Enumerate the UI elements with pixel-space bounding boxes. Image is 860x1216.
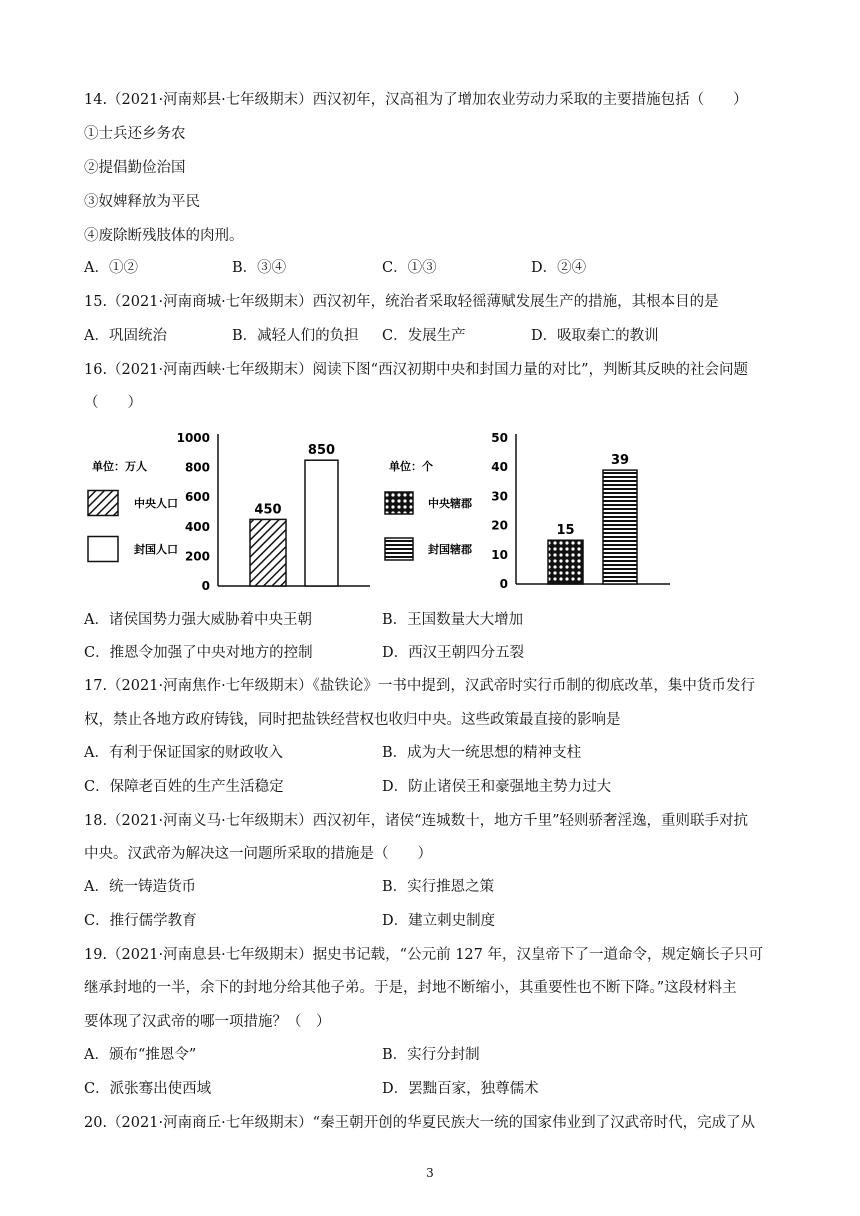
question-17-option-b: B．成为大一统思想的精神支柱 [382, 745, 582, 761]
y-tick-label: 0 [499, 577, 508, 591]
y-tick-label: 40 [491, 460, 508, 475]
population-chart [88, 431, 370, 593]
legend-swatch [385, 538, 413, 560]
question-17-option-c: C．保障老百姓的生产生活稳定 [84, 779, 284, 795]
unit-label: 单位：个 [389, 460, 433, 473]
legend-label: 封国辖郡 [428, 543, 472, 556]
y-tick-label: 600 [184, 490, 210, 505]
question-18-stem-line-1: 18.（2021·河南义马·七年级期末）西汉初年，诸侯“连城数十，地方千里”轻则骄奢淫逸，重则联手对抗 [84, 813, 749, 829]
question-14-option-c: C．①③ [382, 260, 437, 276]
data-label: 15 [556, 523, 575, 539]
question-19-option-b: B．实行分封制 [382, 1047, 480, 1063]
question-19-option-a: A．颁布“推恩令” [84, 1047, 197, 1063]
question-20-stem-line-1: 20.（2021·河南商丘·七年级期末）“秦王朝开创的华夏民族大一统的国家伟业到了汉武帝时代，完成了从 [84, 1115, 756, 1131]
question-14-stem: 14.（2021·河南郏县·七年级期末）西汉初年，汉高祖为了增加农业劳动力采取的主要措施包括（ ） [84, 92, 748, 108]
legend-label: 中央辖郡 [428, 497, 472, 510]
question-15-stem: 15.（2021·河南商城·七年级期末）西汉初年，统治者采取轻徭薄赋发展生产的措施，其根本目的是 [84, 294, 719, 310]
question-14-option-a: A．①② [84, 260, 138, 276]
question-15-option-a: A．巩固统治 [84, 328, 167, 344]
question-15-option-c: C．发展生产 [382, 328, 466, 344]
question-15-option-d: D．吸取秦亡的教训 [531, 328, 659, 344]
question-17-option-d: D．防止诸侯王和豪强地主势力过大 [382, 779, 612, 795]
y-tick-label: 0 [201, 579, 210, 593]
question-14-item-4: ④废除断残肢体的肉刑。 [84, 228, 244, 244]
data-label: 39 [610, 453, 630, 469]
question-16-option-a: A．诸侯国势力强大威胁着中央王朝 [84, 612, 312, 628]
question-14-item-3: ③奴婢释放为平民 [84, 194, 200, 210]
data-label: 850 [307, 443, 336, 459]
y-tick-label: 800 [184, 460, 210, 475]
y-tick-label: 1000 [176, 431, 210, 445]
y-tick-label: 50 [491, 431, 508, 445]
question-19-option-d: D．罢黜百家，独尊儒术 [382, 1081, 539, 1097]
y-tick-label: 10 [491, 547, 508, 562]
y-tick-label: 200 [184, 549, 210, 564]
bar [250, 519, 286, 586]
legend-swatch [88, 537, 118, 562]
unit-label: 单位：万人 [92, 460, 147, 473]
question-18-option-d: D．建立刺史制度 [382, 913, 496, 929]
question-14-option-d: D．②④ [531, 260, 587, 276]
y-tick-label: 400 [184, 519, 210, 534]
legend-swatch [385, 492, 413, 514]
question-19-stem-line-3: 要体现了汉武帝的哪一项措施？（ ） [84, 1014, 331, 1030]
question-18-option-a: A．统一铸造货币 [84, 879, 196, 895]
bar [305, 460, 338, 586]
prefecture-chart [385, 431, 670, 591]
page-number: 3 [426, 1166, 434, 1180]
question-16-option-b: B．王国数量大大增加 [382, 612, 524, 628]
legend-label: 封国人口 [134, 543, 178, 556]
question-16-stem-line-1: 16.（2021·河南西峡·七年级期末）阅读下图“西汉初期中央和封国力量的对比”，判断其反映的社会问题 [84, 362, 749, 378]
question-14-item-2: ②提倡勤俭治国 [84, 160, 186, 176]
question-18-option-c: C．推行儒学教育 [84, 913, 197, 929]
question-14-item-1: ①士兵还乡务农 [84, 126, 186, 142]
question-17-stem-line-2: 权，禁止各地方政府铸钱，同时把盐铁经营权也收归中央。这些政策最直接的影响是 [84, 712, 621, 728]
question-17-option-a: A．有利于保证国家的财政收入 [84, 745, 283, 761]
data-label: 450 [254, 502, 282, 518]
bar [548, 540, 583, 584]
question-19-stem-line-1: 19.（2021·河南息县·七年级期末）据史书记载，“公元前 127 年，汉皇帝下了一道命令，规定嫡长子只可 [84, 947, 763, 963]
question-16-option-d: D．西汉王朝四分五裂 [382, 645, 525, 661]
bar [603, 470, 637, 584]
legend-label: 中央人口 [134, 497, 178, 510]
question-14-option-b: B．③④ [232, 260, 287, 276]
y-tick-label: 30 [491, 489, 508, 504]
question-16-stem-line-2: （ ） [84, 395, 142, 411]
question-18-stem-line-2: 中央。汉武帝为解决这一问题所采取的措施是（ ） [84, 846, 432, 862]
question-15-option-b: B．减轻人们的负担 [232, 328, 359, 344]
question-17-stem-line-1: 17.（2021·河南焦作·七年级期末）《盐铁论》一书中提到，汉武帝时实行币制的彻底改革，集中货币发行 [84, 678, 755, 694]
legend-swatch [88, 491, 118, 516]
question-18-option-b: B．实行推恩之策 [382, 879, 495, 895]
y-tick-label: 20 [491, 518, 508, 533]
question-19-stem-line-2: 继承封地的一半，余下的封地分给其他子弟。于是，封地不断缩小，其重要性也不断下降。”这段材料主 [84, 980, 737, 996]
question-19-option-c: C．派张骞出使西域 [84, 1081, 212, 1097]
question-16-option-c: C．推恩令加强了中央对地方的控制 [84, 645, 313, 661]
